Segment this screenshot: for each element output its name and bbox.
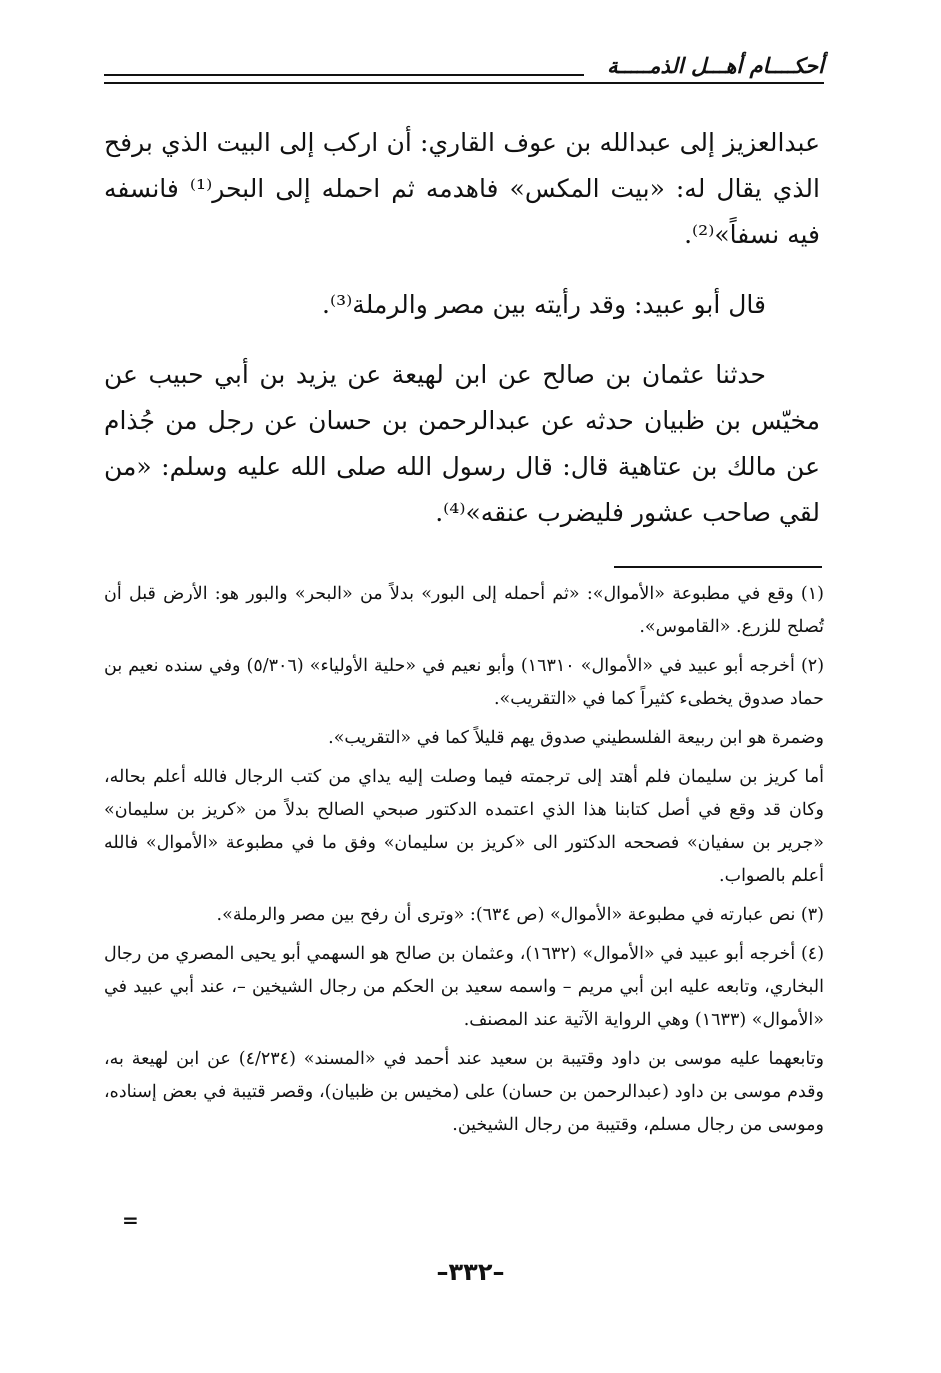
main-paragraph-2: قال أبو عبيد: وقد رأيته بين مصر والرملة⁽³⁾. [322, 290, 766, 319]
page-number: –٣٣٢– [436, 1258, 505, 1286]
footnote-separator [614, 566, 822, 568]
footnotes [104, 578, 824, 1148]
footnote-3: (٣) نص عبارته في مطبوعة «الأموال» (ص ٦٣٤): «وترى أن رفح بين مصر والرملة». [216, 905, 824, 925]
header-rule-top [104, 74, 584, 76]
running-header-title: أحكــــام أهـــل الذمـــــة [607, 54, 824, 78]
footnote-4: (٤) أخرجه أبو عبيد في «الأموال» (١٦٣٢)، وعثمان بن صالح هو السهمي أبو يحيى المصري من رجال البخاري، وتابعه عليه ابن أبي مريم – واسمه سعيد بن الحكم من رجال الشيخين –، عند أبي عبيد في «الأموال» (١٦٣٣) وهي الرواية الآتية عند المصنف. [104, 944, 825, 1030]
footnote-1: (١) وقع في مطبوعة «الأموال»: «ثم أحمله إلى البور» بدلاً من «البحر» والبور هو: الأرض قبل أن تُصلح للزرع. «القاموس». [104, 584, 824, 637]
main-paragraph-1: عبدالعزيز إلى عبدالله بن عوف القاري: أن اركب إلى البيت الذي برفح الذي يقال له: «بيت المكس» فاهدمه ثم احمله إلى البحر⁽¹⁾ فانسفه فيه نسفاً»⁽²⁾. [104, 128, 820, 249]
main-text [104, 120, 820, 536]
main-paragraph-3: حدثنا عثمان بن صالح عن ابن لهيعة عن يزيد بن أبي حبيب عن مخيّس بن ظبيان حدثه عن عبدالرحمن بن حسان عن رجل من جُذام عن مالك بن عتاهية قال: قال رسول الله صلى الله عليه وسلم: «من لقي صاحب عشور فليضرب عنقه»⁽⁴⁾. [104, 360, 820, 527]
footnote-4-continuation: وتابعهما عليه موسى بن داود وقتيبة بن سعيد عند أحمد في «المسند» (٤/٢٣٤) عن ابن لهيعة به، وقدم موسى بن داود (عبدالرحمن بن حسان) على (مخيس بن ظبيان)، وقصر قتيبة في بعض إسناده، وموسى من رجال مسلم، وقتيبة من رجال الشيخين. [104, 1049, 824, 1135]
running-header [104, 54, 824, 94]
header-rule-bottom [104, 82, 824, 84]
footnote-2-continuation: وضمرة هو ابن ربيعة الفلسطيني صدوق يهم قليلاً كما في «التقريب». [328, 728, 824, 748]
footnote-continuation-mark: = [122, 1208, 139, 1232]
footnote-2: (٢) أخرجه أبو عبيد في «الأموال» ١٦٣١٠) وأبو نعيم في «حلية الأولياء» (٥/٣٠٦) وفي سنده نعيم بن حماد صدوق يخطىء كثيراً كما في «التقريب». [104, 656, 825, 709]
footnote-2-continuation-2: أما كريز بن سليمان فلم أهتد إلى ترجمته فيما وصلت إليه يداي من كتب الرجال فالله أعلم بحاله، وكان قد وقع في أصل كتابنا هذا الذي اعتمده الدكتور صبحي الصالح بدلاً من «كريز بن سليمان» «جرير بن سفيان» فصححه الدكتور الى «كريز بن سليمان» وفق ما في مطبوعة «الأموال» فالله أعلم بالصواب. [104, 767, 824, 886]
